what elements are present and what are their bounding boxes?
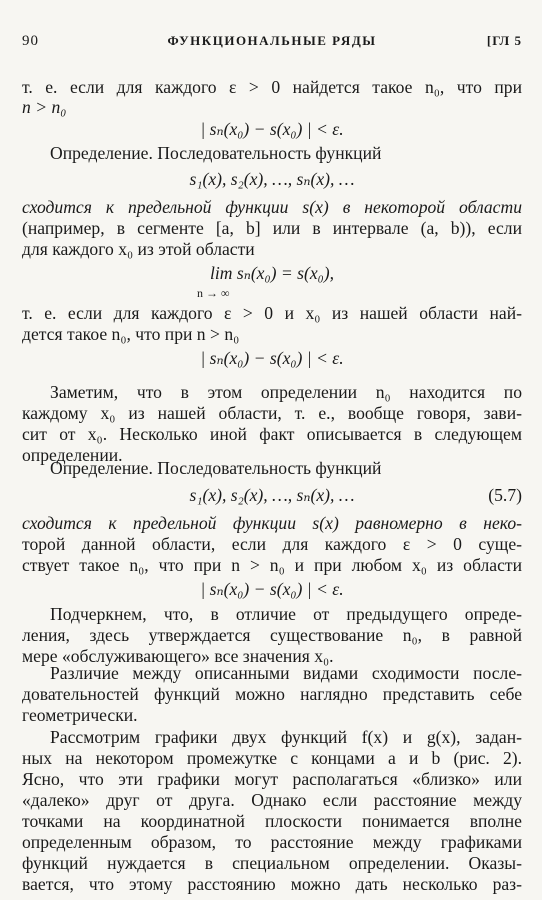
text-line: Ясно, что эти графики могут располагаться «близко» или [22, 769, 522, 789]
text-line: Подчеркнем, что, в отличие от предыдущего опреде- [50, 604, 522, 624]
definition-heading: Определение. Последовательность функций [50, 458, 382, 478]
text-line: мере «обслуживающего» все значения x₀. [22, 646, 334, 666]
text-line: Различие между описанными видами сходимости после- [50, 663, 522, 683]
text-line: точками на координатной плоскости понимается вполне [22, 811, 522, 831]
formula: | sₙ(x₀) − s(x₀) | < ε. [200, 119, 344, 139]
text-line: ствует такое n₀, что при n > n₀ и при любом x₀ из области [22, 555, 522, 575]
equation-number: (5.7) [488, 485, 522, 505]
text-line: ных на некотором промежутке с концами a и b (рис. 2). [22, 748, 522, 768]
text-line: «далеко» друг от друга. Однако если расстояние между [22, 790, 522, 810]
text-line: т. е. если для каждого ε > 0 найдется такое n₀, что при [22, 77, 522, 97]
text-line: каждому x₀ из нашей области, т. е., вообще говоря, зави- [22, 403, 522, 423]
text-line: вается, что этому расстоянию можно дать несколько раз- [22, 874, 522, 894]
text-line: т. е. если для каждого ε > 0 и x₀ из нашей области най- [22, 303, 522, 323]
formula: s₁(x), s₂(x), …, sₙ(x), … [189, 169, 355, 189]
definition-heading: Определение. Последовательность функций [50, 143, 382, 163]
chapter-label: [ГЛ 5 [486, 33, 522, 48]
formula-subscript: n → ∞ [197, 286, 230, 300]
text-line: сходится к предельной функции s(x) в некоторой области [22, 197, 522, 217]
formula: s₁(x), s₂(x), …, sₙ(x), … [189, 485, 355, 505]
text-line: (например, в сегменте [a, b] или в интервале (a, b)), если [22, 218, 522, 238]
text-line: функций нуждается в специальном определении. Оказы- [22, 853, 522, 873]
text-line: дется такое n₀, что при n > n₀ [22, 324, 240, 344]
text-line: сит от x₀. Несколько иной факт описывается в следующем [22, 424, 522, 444]
formula: | sₙ(x₀) − s(x₀) | < ε. [200, 348, 344, 368]
text-line: геометрически. [22, 705, 138, 725]
text-line: Заметим, что в этом определении n₀ находится по [50, 382, 522, 402]
page-header [22, 30, 522, 50]
text-line: сходится к предельной функции s(x) равномерно в неко- [22, 513, 522, 533]
formula: lim sₙ(x₀) = s(x₀), [209, 263, 335, 283]
formula: | sₙ(x₀) − s(x₀) | < ε. [200, 579, 344, 599]
page-number: 90 [22, 33, 39, 49]
text-line: n > n₀ [22, 97, 67, 117]
text-line: торой данной области, если для каждого ε > 0 суще- [22, 534, 522, 554]
text-line: для каждого x₀ из этой области [22, 239, 255, 259]
formula-row [22, 484, 522, 506]
text-line: определенным образом, то расстояние между графиками [22, 832, 522, 852]
running-title: ФУНКЦИОНАЛЬНЫЕ РЯДЫ [167, 33, 377, 48]
text-line: довательностей функций можно наглядно представить себе [22, 684, 522, 704]
text-line: Рассмотрим графики двух функций f(x) и g(x), задан- [50, 727, 522, 747]
text-line: определении. [22, 445, 123, 465]
text-line: ления, здесь утверждается существование n₀, в равной [22, 625, 522, 645]
